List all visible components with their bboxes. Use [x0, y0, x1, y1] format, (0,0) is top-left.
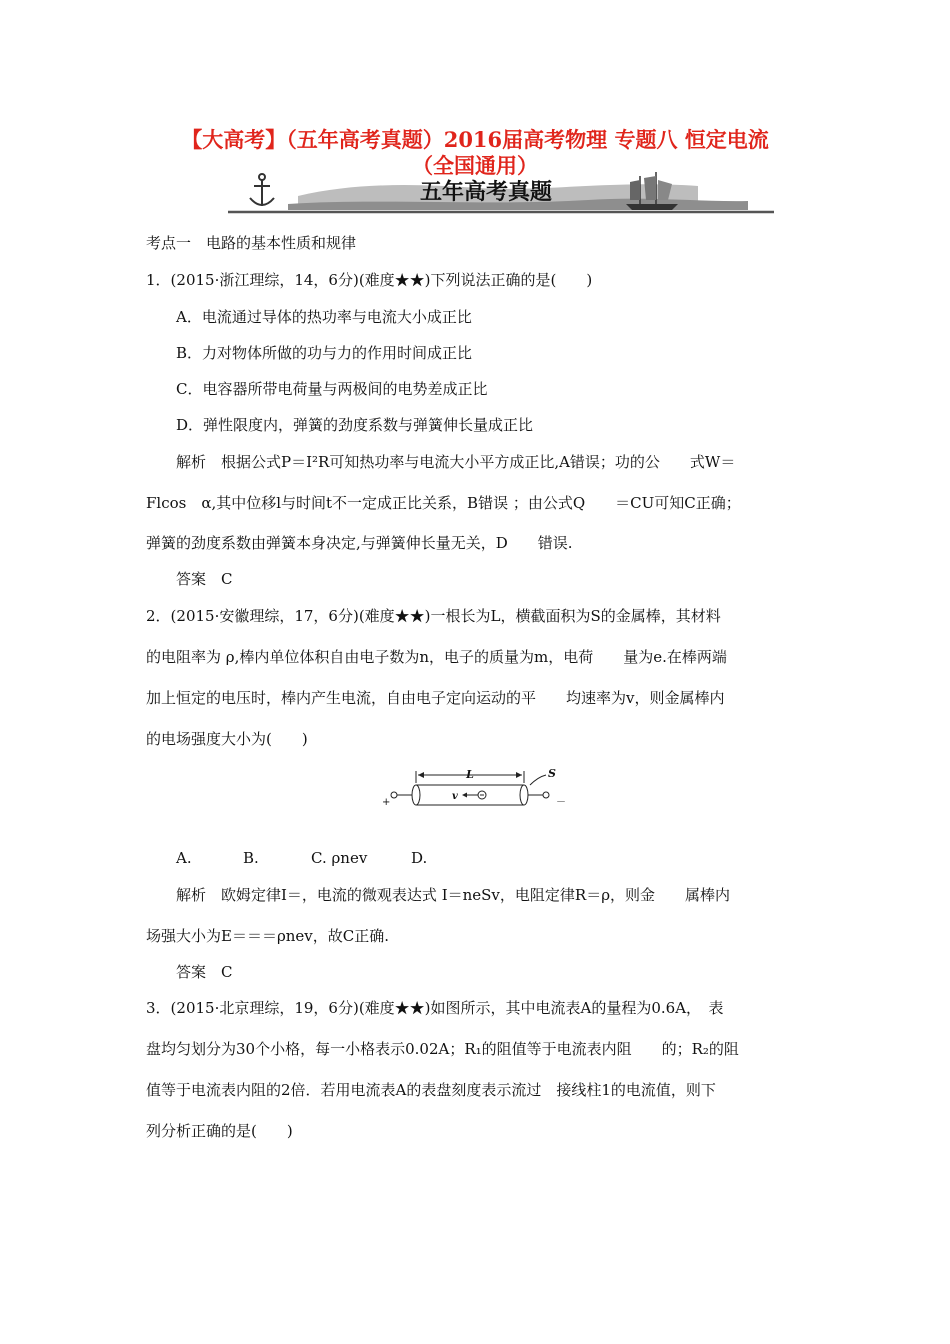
section-banner	[228, 168, 774, 218]
anchor-icon	[250, 174, 274, 206]
q2-stem-line-2: 的电阻率为 ρ,棒内单位体积自由电子数为n，电子的质量为m，电荷 量为e.在棒两端	[146, 648, 727, 666]
q1-analysis-line-3: 弹簧的劲度系数由弹簧本身决定,与弹簧伸长量无关，D 错误.	[146, 534, 573, 552]
label-plus: +	[382, 797, 391, 808]
q2-stem-line-3: 加上恒定的电压时，棒内产生电流，自由电子定向运动的平 均速率为v，则金属棒内	[146, 689, 725, 707]
q1-option-a: A．电流通过导体的热功率与电流大小成正比	[176, 308, 472, 326]
banner-text: 五年高考真题	[419, 180, 553, 205]
q1-option-b: B．力对物体所做的功与力的作用时间成正比	[176, 344, 473, 362]
q3-stem-line-4: 列分析正确的是( )	[146, 1122, 293, 1140]
q2-analysis-line-2: 场强大小为E＝＝＝ρnev，故C正确.	[146, 927, 390, 945]
label-length: L	[466, 768, 474, 781]
q2-option-d: D.	[411, 849, 428, 867]
q1-analysis-line-2: Flcos α,其中位移l与时间t不一定成正比关系，B错误 ；由公式Q ＝CU可知C正确；	[146, 494, 741, 512]
q2-option-b: B.	[243, 849, 259, 867]
q2-option-c: C. ρnev	[311, 849, 368, 867]
document-subtitle: （全国通用）	[412, 153, 538, 178]
q2-answer: 答案 C	[176, 963, 233, 981]
q1-stem: 1．(2015·浙江理综，14，6分)(难度★★)下列说法正确的是( )	[146, 271, 593, 289]
q2-analysis-line-1: 解析 欧姆定律I＝，电流的微观表达式 I＝neSv，电阻定律R＝ρ，则金 属棒内	[176, 886, 731, 904]
label-minus: －	[556, 797, 566, 808]
q3-stem-line-1: 3．(2015·北京理综，19，6分)(难度★★)如图所示，其中电流表A的量程为0.6A， 表	[146, 999, 724, 1017]
q1-answer: 答案 C	[176, 570, 233, 588]
q1-analysis-line-1: 解析 根据公式P＝I²R可知热功率与电流大小平方成正比,A错误；功的公 式W＝	[176, 453, 736, 471]
label-velocity: v	[452, 791, 458, 802]
sailing-ship-icon	[626, 172, 678, 210]
section-heading: 考点一 电路的基本性质和规律	[146, 234, 357, 252]
q1-option-c: C．电容器所带电荷量与两极间的电势差成正比	[176, 380, 488, 398]
q3-stem-line-3: 值等于电流表内阻的2倍．若用电流表A的表盘刻度表示流过 接线柱1的电流值，则下	[146, 1081, 716, 1099]
q2-stem-line-4: 的电场强度大小为( )	[146, 730, 308, 748]
document-title: 【大高考】（五年高考真题）2016届高考物理 专题八 恒定电流	[181, 127, 769, 152]
q2-stem-line-1: 2．(2015·安徽理综，17，6分)(难度★★)一根长为L，横截面积为S的金属棒，其材料	[146, 607, 721, 625]
q1-option-d: D．弹性限度内，弹簧的劲度系数与弹簧伸长量成正比	[176, 416, 534, 434]
label-cross-section: S	[548, 767, 556, 780]
q3-stem-line-2: 盘均匀划分为30个小格，每一小格表示0.02A；R₁的阻值等于电流表内阻 的；R₂的阻	[146, 1040, 739, 1058]
q2-option-a: A.	[176, 849, 192, 867]
metal-rod-figure	[380, 763, 570, 811]
